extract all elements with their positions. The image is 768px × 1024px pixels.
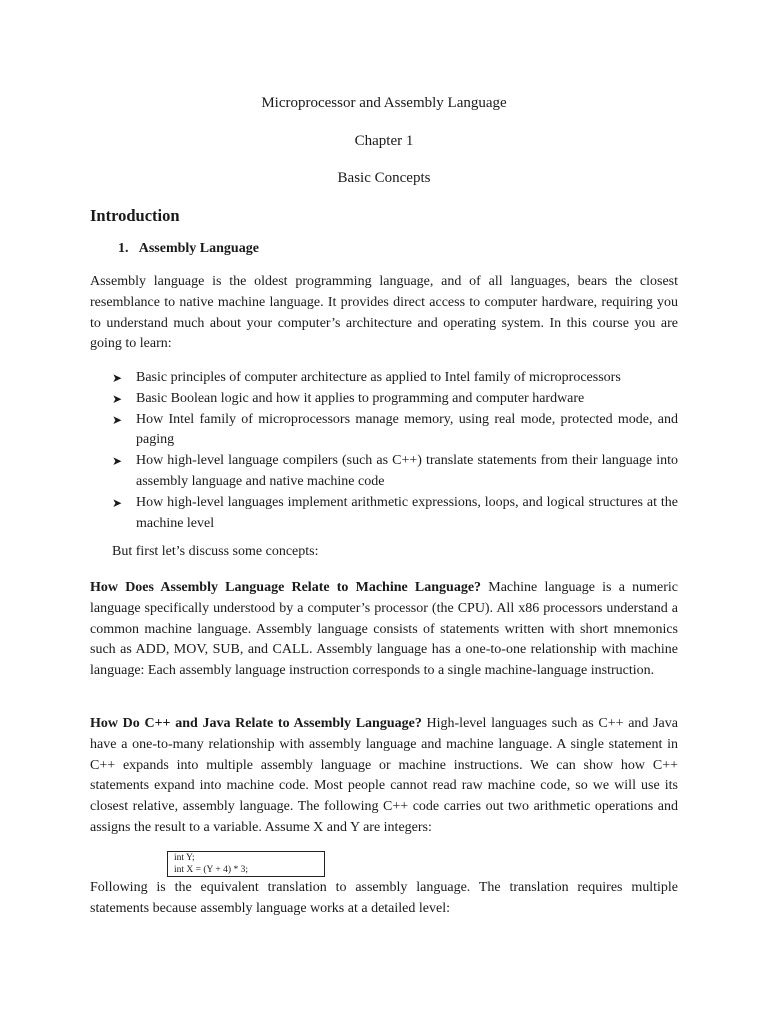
arrow-bullet-icon: ➤: [112, 391, 123, 406]
paragraph-body: High-level languages such as C++ and Java have a one-to-many relationship with assembly language and machine language. A single statement in C++ expands into multiple assembly language or machine instructions. We can show how C++ statements expand into machine code. Most people cannot read raw machine code, so we will use its closest relative, assembly language. The following C++ code carries out two arithmetic operations and assigns the result to a variable. Assume X and Y are integers:: [90, 716, 678, 835]
document-title: Microprocessor and Assembly Language: [261, 95, 507, 111]
learning-list: [112, 368, 678, 534]
arrow-bullet-icon: ➤: [112, 454, 123, 469]
arrow-bullet-icon: ➤: [112, 371, 123, 385]
machine-language-paragraph: [90, 578, 678, 682]
section-number: 1.: [118, 241, 129, 256]
chapter-heading: Chapter 1: [354, 133, 414, 149]
list-item-text: How high-level languages implement arithmetic expressions, loops, and logical structures at the machine level: [136, 494, 678, 531]
code-line: int Y;: [174, 853, 195, 863]
list-item-text: How high-level language compilers (such as C++) translate statements from their language into assembly language and native machine code: [136, 453, 678, 489]
list-item: [112, 410, 678, 452]
list-item-text: Basic principles of computer architecture as applied to Intel family of microprocessors: [136, 370, 621, 385]
paragraph-body: Machine language is a numeric language specifically understood by a computer’s processor (the CPU). All x86 processors understand a common machine language. Assembly language consists of statements written with short mnemonics such as ADD, MOV, SUB, and CALL. Assembly language has a one-to-one relationship with machine language: Each assembly language instruction corresponds to a single machine-language instruction.: [90, 580, 678, 679]
arrow-bullet-icon: ➤: [112, 495, 123, 510]
list-item: [112, 493, 678, 535]
transition-sentence: But first let’s discuss some concepts:: [112, 544, 319, 559]
intro-paragraph: Assembly language is the oldest programming language, and of all languages, bears the closest resemblance to native machine language. It provides direct access to computer hardware, requiring you to understand much about your computer’s architecture and operating system. In this course you are going to learn:: [90, 274, 678, 352]
section-title: Assembly Language: [138, 241, 259, 256]
code-snippet-box: [167, 851, 325, 877]
arrow-bullet-icon: ➤: [112, 412, 123, 427]
list-item-text: Basic Boolean logic and how it applies to programming and computer hardware: [136, 390, 585, 406]
introduction-heading: Introduction: [90, 206, 180, 225]
code-line: int X = (Y + 4) * 3;: [174, 864, 248, 875]
list-item-text: How Intel family of microprocessors manage memory, using real mode, protected mode, and paging: [136, 411, 678, 448]
translation-paragraph: Following is the equivalent translation to assembly language. The translation requires multiple statements because assembly language works at a detailed level:: [90, 880, 678, 916]
list-item: [112, 368, 678, 389]
list-item: [112, 389, 678, 410]
paragraph-lead: How Do C++ and Java Relate to Assembly Language?: [90, 716, 422, 731]
cpp-java-paragraph: [90, 714, 678, 839]
paragraph-lead: How Does Assembly Language Relate to Machine Language?: [90, 580, 482, 595]
chapter-subtitle: Basic Concepts: [337, 170, 431, 186]
list-item: [112, 451, 678, 493]
section-heading: [118, 241, 259, 257]
